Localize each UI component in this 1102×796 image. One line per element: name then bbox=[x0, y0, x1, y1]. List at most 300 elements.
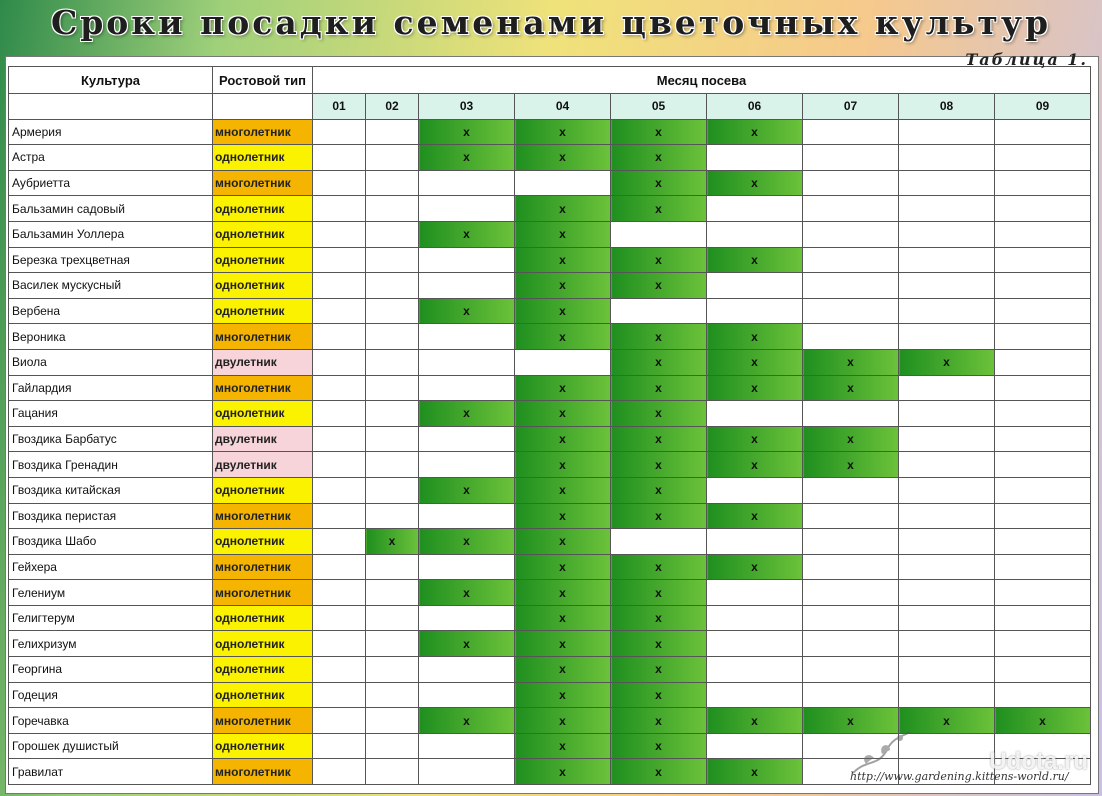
month-cell bbox=[611, 529, 707, 555]
sowing-mark: x bbox=[611, 605, 707, 631]
month-cell bbox=[366, 273, 419, 299]
sowing-mark: x bbox=[611, 324, 707, 350]
month-header: 08 bbox=[899, 94, 995, 120]
month-cell bbox=[313, 657, 366, 683]
month-cell bbox=[899, 119, 995, 145]
sowing-mark: x bbox=[515, 401, 611, 427]
month-cell bbox=[419, 452, 515, 478]
month-cell bbox=[707, 529, 803, 555]
sowing-mark: x bbox=[515, 375, 611, 401]
sowing-mark: x bbox=[899, 708, 995, 734]
sowing-mark: x bbox=[611, 401, 707, 427]
month-cell bbox=[995, 657, 1091, 683]
month-cell bbox=[995, 170, 1091, 196]
crop-name: Вербена bbox=[9, 298, 213, 324]
month-cell bbox=[313, 605, 366, 631]
month-cell bbox=[366, 733, 419, 759]
month-cell bbox=[995, 452, 1091, 478]
month-cell bbox=[995, 221, 1091, 247]
table-row bbox=[9, 554, 1091, 580]
sowing-mark: x bbox=[515, 682, 611, 708]
month-cell bbox=[707, 580, 803, 606]
sowing-mark: x bbox=[515, 733, 611, 759]
month-cell bbox=[419, 682, 515, 708]
sowing-mark: x bbox=[515, 426, 611, 452]
crop-name: Гравилат bbox=[9, 759, 213, 785]
growth-type: однолетник bbox=[213, 529, 313, 555]
header-crop-blank bbox=[9, 94, 213, 120]
sowing-mark: x bbox=[515, 324, 611, 350]
header-type: Ростовой тип bbox=[213, 67, 313, 94]
growth-type: однолетник bbox=[213, 477, 313, 503]
month-cell bbox=[707, 298, 803, 324]
month-cell bbox=[899, 452, 995, 478]
sowing-mark: x bbox=[515, 631, 611, 657]
month-cell bbox=[419, 426, 515, 452]
growth-type: однолетник bbox=[213, 733, 313, 759]
table-row bbox=[9, 324, 1091, 350]
sowing-mark: x bbox=[515, 298, 611, 324]
sowing-mark: x bbox=[707, 375, 803, 401]
month-cell bbox=[803, 529, 899, 555]
month-cell bbox=[995, 554, 1091, 580]
month-cell bbox=[899, 682, 995, 708]
growth-type: двулетник bbox=[213, 349, 313, 375]
month-cell bbox=[313, 426, 366, 452]
sowing-table bbox=[8, 66, 1091, 785]
month-cell bbox=[515, 170, 611, 196]
month-cell bbox=[707, 631, 803, 657]
sowing-mark: x bbox=[515, 452, 611, 478]
month-cell bbox=[419, 375, 515, 401]
sowing-mark: x bbox=[515, 119, 611, 145]
growth-type: однолетник bbox=[213, 631, 313, 657]
month-cell bbox=[419, 657, 515, 683]
header-crop: Культура bbox=[9, 67, 213, 94]
sowing-mark: x bbox=[707, 119, 803, 145]
month-header: 09 bbox=[995, 94, 1091, 120]
growth-type: однолетник bbox=[213, 401, 313, 427]
month-cell bbox=[419, 554, 515, 580]
sowing-mark: x bbox=[707, 324, 803, 350]
sowing-mark: x bbox=[611, 657, 707, 683]
growth-type: однолетник bbox=[213, 196, 313, 222]
sowing-mark: x bbox=[611, 452, 707, 478]
sowing-mark: x bbox=[419, 145, 515, 171]
month-cell bbox=[313, 349, 366, 375]
crop-name: Гелихризум bbox=[9, 631, 213, 657]
crop-name: Виола bbox=[9, 349, 213, 375]
month-cell bbox=[313, 554, 366, 580]
table-row bbox=[9, 657, 1091, 683]
table-row bbox=[9, 477, 1091, 503]
table-row bbox=[9, 145, 1091, 171]
month-cell bbox=[803, 119, 899, 145]
crop-name: Гейхера bbox=[9, 554, 213, 580]
month-cell bbox=[366, 349, 419, 375]
sowing-mark: x bbox=[515, 145, 611, 171]
month-cell bbox=[995, 401, 1091, 427]
month-cell bbox=[995, 375, 1091, 401]
month-cell bbox=[419, 196, 515, 222]
crop-name: Гвоздика перистая bbox=[9, 503, 213, 529]
month-cell bbox=[803, 657, 899, 683]
month-cell bbox=[899, 503, 995, 529]
month-cell bbox=[313, 145, 366, 171]
month-cell bbox=[899, 580, 995, 606]
table-row bbox=[9, 426, 1091, 452]
header-type-blank bbox=[213, 94, 313, 120]
month-cell bbox=[707, 657, 803, 683]
month-cell bbox=[366, 247, 419, 273]
month-cell bbox=[366, 298, 419, 324]
month-cell bbox=[899, 170, 995, 196]
crop-name: Гвоздика Гренадин bbox=[9, 452, 213, 478]
sowing-mark: x bbox=[707, 426, 803, 452]
sowing-mark: x bbox=[611, 119, 707, 145]
month-cell bbox=[366, 503, 419, 529]
month-cell bbox=[313, 401, 366, 427]
growth-type: однолетник bbox=[213, 273, 313, 299]
month-cell bbox=[366, 196, 419, 222]
sowing-mark: x bbox=[515, 196, 611, 222]
month-cell bbox=[366, 708, 419, 734]
month-cell bbox=[313, 247, 366, 273]
month-header: 01 bbox=[313, 94, 366, 120]
sowing-mark: x bbox=[419, 708, 515, 734]
month-cell bbox=[366, 145, 419, 171]
table-row bbox=[9, 349, 1091, 375]
crop-name: Гацания bbox=[9, 401, 213, 427]
month-cell bbox=[803, 247, 899, 273]
sowing-mark: x bbox=[419, 298, 515, 324]
month-cell bbox=[366, 759, 419, 785]
sowing-mark: x bbox=[611, 349, 707, 375]
sowing-mark: x bbox=[515, 477, 611, 503]
sowing-mark: x bbox=[515, 605, 611, 631]
month-cell bbox=[366, 554, 419, 580]
sowing-mark: x bbox=[611, 247, 707, 273]
month-cell bbox=[313, 452, 366, 478]
table-row bbox=[9, 682, 1091, 708]
table-row bbox=[9, 298, 1091, 324]
sowing-mark: x bbox=[366, 529, 419, 555]
month-header: 03 bbox=[419, 94, 515, 120]
month-cell bbox=[899, 554, 995, 580]
month-cell bbox=[366, 657, 419, 683]
month-cell bbox=[899, 529, 995, 555]
crop-name: Армерия bbox=[9, 119, 213, 145]
month-cell bbox=[313, 529, 366, 555]
month-cell bbox=[313, 298, 366, 324]
table-row bbox=[9, 273, 1091, 299]
sowing-mark: x bbox=[803, 349, 899, 375]
month-cell bbox=[419, 759, 515, 785]
month-cell bbox=[803, 580, 899, 606]
month-cell bbox=[313, 221, 366, 247]
month-cell bbox=[995, 196, 1091, 222]
month-cell bbox=[313, 580, 366, 606]
month-cell bbox=[803, 554, 899, 580]
month-cell bbox=[419, 349, 515, 375]
month-cell bbox=[995, 349, 1091, 375]
sowing-mark: x bbox=[707, 349, 803, 375]
month-cell bbox=[995, 119, 1091, 145]
source-url: http://www.gardening.kittens-world.ru/ bbox=[850, 770, 1069, 783]
sowing-mark: x bbox=[419, 119, 515, 145]
table-row bbox=[9, 708, 1091, 734]
table-row bbox=[9, 119, 1091, 145]
month-cell bbox=[995, 247, 1091, 273]
table-body bbox=[9, 119, 1091, 784]
month-cell bbox=[313, 733, 366, 759]
month-cell bbox=[995, 324, 1091, 350]
month-cell bbox=[995, 426, 1091, 452]
table-row bbox=[9, 580, 1091, 606]
month-cell bbox=[803, 324, 899, 350]
month-cell bbox=[995, 580, 1091, 606]
month-cell bbox=[899, 631, 995, 657]
sowing-mark: x bbox=[611, 375, 707, 401]
month-header: 07 bbox=[803, 94, 899, 120]
month-cell bbox=[899, 375, 995, 401]
month-cell bbox=[366, 324, 419, 350]
month-cell bbox=[419, 273, 515, 299]
month-cell bbox=[803, 503, 899, 529]
month-cell bbox=[313, 170, 366, 196]
month-cell bbox=[419, 247, 515, 273]
month-cell bbox=[803, 631, 899, 657]
crop-name: Вероника bbox=[9, 324, 213, 350]
month-cell bbox=[803, 605, 899, 631]
page-title: Сроки посадки семенами цветочных культур bbox=[50, 3, 1052, 42]
month-cell bbox=[419, 733, 515, 759]
sowing-mark: x bbox=[419, 529, 515, 555]
month-cell bbox=[803, 145, 899, 171]
sowing-mark: x bbox=[515, 247, 611, 273]
month-cell bbox=[366, 426, 419, 452]
sowing-mark: x bbox=[419, 477, 515, 503]
sowing-mark: x bbox=[707, 708, 803, 734]
month-cell bbox=[313, 196, 366, 222]
sowing-mark: x bbox=[515, 503, 611, 529]
month-header: 02 bbox=[366, 94, 419, 120]
sowing-mark: x bbox=[515, 580, 611, 606]
month-cell bbox=[899, 324, 995, 350]
sowing-mark: x bbox=[803, 452, 899, 478]
month-cell bbox=[803, 221, 899, 247]
crop-name: Аубриетта bbox=[9, 170, 213, 196]
month-cell bbox=[995, 605, 1091, 631]
sowing-mark: x bbox=[707, 452, 803, 478]
month-header: 06 bbox=[707, 94, 803, 120]
crop-name: Березка трехцветная bbox=[9, 247, 213, 273]
month-cell bbox=[313, 631, 366, 657]
growth-type: многолетник bbox=[213, 759, 313, 785]
sowing-mark: x bbox=[515, 554, 611, 580]
month-cell bbox=[366, 477, 419, 503]
crop-name: Бальзамин садовый bbox=[9, 196, 213, 222]
sowing-mark: x bbox=[707, 247, 803, 273]
sowing-mark: x bbox=[611, 733, 707, 759]
table-row bbox=[9, 170, 1091, 196]
crop-name: Гелениум bbox=[9, 580, 213, 606]
sowing-mark: x bbox=[611, 759, 707, 785]
sowing-mark: x bbox=[707, 554, 803, 580]
month-cell bbox=[803, 477, 899, 503]
table-row bbox=[9, 529, 1091, 555]
month-header: 04 bbox=[515, 94, 611, 120]
growth-type: многолетник bbox=[213, 554, 313, 580]
month-cell bbox=[803, 170, 899, 196]
month-cell bbox=[419, 324, 515, 350]
growth-type: однолетник bbox=[213, 221, 313, 247]
sowing-mark: x bbox=[611, 170, 707, 196]
crop-name: Гвоздика Барбатус bbox=[9, 426, 213, 452]
table-row bbox=[9, 375, 1091, 401]
sowing-mark: x bbox=[611, 708, 707, 734]
sowing-mark: x bbox=[707, 170, 803, 196]
month-cell bbox=[995, 145, 1091, 171]
month-cell bbox=[803, 682, 899, 708]
month-cell bbox=[899, 221, 995, 247]
month-cell bbox=[803, 298, 899, 324]
month-cell bbox=[899, 657, 995, 683]
watermark: Udota.ru bbox=[989, 748, 1088, 775]
month-cell bbox=[313, 682, 366, 708]
month-cell bbox=[707, 145, 803, 171]
crop-name: Гелигтерум bbox=[9, 605, 213, 631]
month-cell bbox=[899, 605, 995, 631]
month-cell bbox=[366, 119, 419, 145]
sowing-mark: x bbox=[803, 708, 899, 734]
month-cell bbox=[707, 682, 803, 708]
table-number: Таблица 1. bbox=[965, 50, 1088, 69]
month-cell bbox=[366, 221, 419, 247]
crop-name: Гвоздика Шабо bbox=[9, 529, 213, 555]
growth-type: многолетник bbox=[213, 170, 313, 196]
month-cell bbox=[313, 503, 366, 529]
sowing-mark: x bbox=[419, 221, 515, 247]
month-cell bbox=[995, 503, 1091, 529]
sowing-mark: x bbox=[611, 682, 707, 708]
month-cell bbox=[707, 221, 803, 247]
crop-name: Горечавка bbox=[9, 708, 213, 734]
table-row bbox=[9, 401, 1091, 427]
sowing-mark: x bbox=[419, 401, 515, 427]
growth-type: двулетник bbox=[213, 426, 313, 452]
growth-type: однолетник bbox=[213, 298, 313, 324]
sowing-mark: x bbox=[515, 529, 611, 555]
sowing-mark: x bbox=[899, 349, 995, 375]
sowing-mark: x bbox=[707, 759, 803, 785]
month-cell bbox=[899, 196, 995, 222]
month-cell bbox=[707, 733, 803, 759]
sowing-mark: x bbox=[611, 580, 707, 606]
month-cell bbox=[995, 298, 1091, 324]
month-cell bbox=[313, 477, 366, 503]
crop-name: Бальзамин Уоллера bbox=[9, 221, 213, 247]
month-cell bbox=[366, 375, 419, 401]
table-row bbox=[9, 503, 1091, 529]
growth-type: двулетник bbox=[213, 452, 313, 478]
month-cell bbox=[515, 349, 611, 375]
sowing-mark: x bbox=[515, 273, 611, 299]
growth-type: многолетник bbox=[213, 580, 313, 606]
month-cell bbox=[313, 324, 366, 350]
month-cell bbox=[995, 273, 1091, 299]
growth-type: однолетник bbox=[213, 247, 313, 273]
crop-name: Георгина bbox=[9, 657, 213, 683]
growth-type: многолетник bbox=[213, 119, 313, 145]
month-cell bbox=[313, 759, 366, 785]
table-row bbox=[9, 452, 1091, 478]
month-cell bbox=[707, 196, 803, 222]
month-cell bbox=[313, 273, 366, 299]
month-cell bbox=[995, 631, 1091, 657]
month-cell bbox=[366, 631, 419, 657]
sowing-mark: x bbox=[611, 631, 707, 657]
sowing-mark: x bbox=[419, 580, 515, 606]
month-header-row bbox=[9, 94, 1091, 120]
table-row bbox=[9, 247, 1091, 273]
sowing-mark: x bbox=[707, 503, 803, 529]
month-cell bbox=[611, 298, 707, 324]
growth-type: однолетник bbox=[213, 605, 313, 631]
sowing-mark: x bbox=[515, 221, 611, 247]
month-cell bbox=[899, 145, 995, 171]
sowing-mark: x bbox=[611, 477, 707, 503]
table-row bbox=[9, 221, 1091, 247]
sowing-mark: x bbox=[419, 631, 515, 657]
month-cell bbox=[803, 273, 899, 299]
month-cell bbox=[419, 170, 515, 196]
sowing-mark: x bbox=[803, 426, 899, 452]
crop-name: Годеция bbox=[9, 682, 213, 708]
month-cell bbox=[366, 580, 419, 606]
growth-type: однолетник bbox=[213, 145, 313, 171]
month-cell bbox=[995, 682, 1091, 708]
month-cell bbox=[366, 682, 419, 708]
month-cell bbox=[419, 503, 515, 529]
sowing-mark: x bbox=[515, 708, 611, 734]
crop-name: Астра bbox=[9, 145, 213, 171]
month-cell bbox=[899, 273, 995, 299]
sowing-mark: x bbox=[611, 426, 707, 452]
month-cell bbox=[803, 196, 899, 222]
month-cell bbox=[803, 401, 899, 427]
sowing-mark: x bbox=[515, 657, 611, 683]
month-cell bbox=[419, 605, 515, 631]
sowing-mark: x bbox=[611, 503, 707, 529]
month-cell bbox=[707, 273, 803, 299]
month-cell bbox=[995, 477, 1091, 503]
table-row bbox=[9, 196, 1091, 222]
month-cell bbox=[366, 605, 419, 631]
month-cell bbox=[313, 119, 366, 145]
growth-type: многолетник bbox=[213, 503, 313, 529]
growth-type: многолетник bbox=[213, 324, 313, 350]
header-row bbox=[9, 67, 1091, 94]
growth-type: многолетник bbox=[213, 708, 313, 734]
crop-name: Василек мускусный bbox=[9, 273, 213, 299]
crop-name: Горошек душистый bbox=[9, 733, 213, 759]
table-row bbox=[9, 733, 1091, 759]
growth-type: однолетник bbox=[213, 682, 313, 708]
sowing-mark: x bbox=[611, 196, 707, 222]
month-cell bbox=[313, 375, 366, 401]
month-cell bbox=[899, 401, 995, 427]
